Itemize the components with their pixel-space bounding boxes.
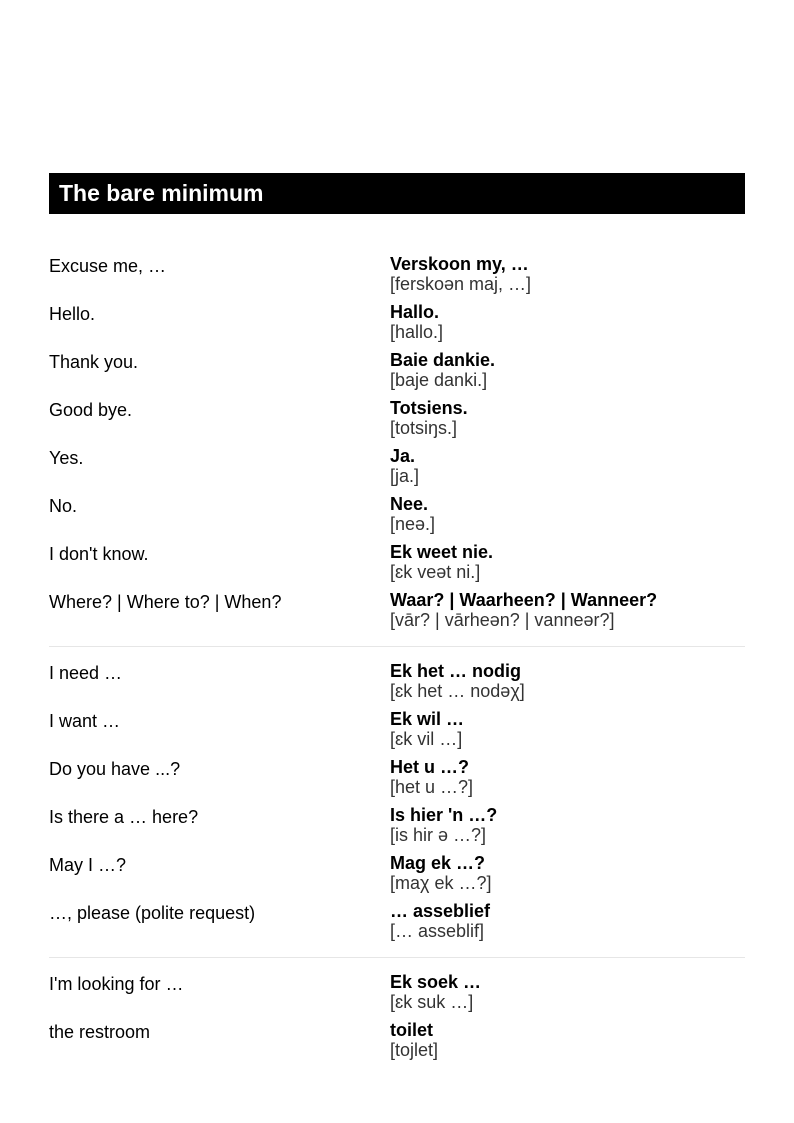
translation — [390, 661, 745, 709]
english-text: Where? | Where to? | When? — [49, 592, 282, 612]
afrikaans-phrase: toilet — [390, 1020, 433, 1040]
english-text: Good bye. — [49, 400, 133, 420]
translation — [390, 590, 745, 638]
english-text: Do you have ...? — [49, 759, 181, 779]
english-text: No. — [49, 496, 78, 516]
translation — [390, 757, 745, 805]
phrase-group-looking-for — [49, 957, 745, 1076]
translation — [390, 853, 745, 901]
phrase-row — [49, 1020, 745, 1068]
phrasebook-page — [49, 173, 745, 1076]
afrikaans-phrase: Is hier 'n …? — [390, 805, 498, 825]
pronunciation: [maχ ek …?] — [390, 873, 492, 893]
phrase-row — [49, 494, 745, 542]
phrase-row — [49, 901, 745, 949]
translation — [390, 350, 745, 398]
afrikaans-phrase: Waar? | Waarheen? | Wanneer? — [390, 590, 658, 610]
english-text: the restroom — [49, 1022, 151, 1042]
translation — [390, 901, 745, 949]
pronunciation: [hallo.] — [390, 322, 444, 342]
afrikaans-phrase: Verskoon my, … — [390, 254, 529, 274]
afrikaans-phrase: Totsiens. — [390, 398, 468, 418]
english-text: I'm looking for … — [49, 974, 184, 994]
english-text: I don't know. — [49, 544, 149, 564]
afrikaans-phrase: Baie dankie. — [390, 350, 496, 370]
pronunciation: [ɛk suk …] — [390, 992, 474, 1012]
translation — [390, 254, 745, 302]
translation — [390, 709, 745, 757]
english-text: Excuse me, … — [49, 256, 167, 276]
pronunciation: [… asseblif] — [390, 921, 485, 941]
afrikaans-phrase: Ek wil … — [390, 709, 465, 729]
phrase-row — [49, 853, 745, 901]
afrikaans-phrase: Ek het … nodig — [390, 661, 522, 681]
afrikaans-phrase: Ja. — [390, 446, 416, 466]
phrase-row — [49, 757, 745, 805]
english-text: …, please (polite request) — [49, 903, 256, 923]
afrikaans-phrase: Hallo. — [390, 302, 440, 322]
phrase-row — [49, 254, 745, 302]
section-title: The bare minimum — [59, 180, 264, 206]
pronunciation: [ja.] — [390, 466, 420, 486]
phrase-groups — [49, 254, 745, 1076]
section-header — [49, 173, 745, 214]
phrase-row — [49, 805, 745, 853]
phrase-row — [49, 446, 745, 494]
pronunciation: [neə.] — [390, 514, 436, 534]
phrase-group-requests — [49, 646, 745, 957]
afrikaans-phrase: Ek soek … — [390, 972, 482, 992]
english-text: Yes. — [49, 448, 84, 468]
pronunciation: [ɛk het … nodəχ] — [390, 681, 525, 701]
pronunciation: [vār? | vārheən? | vanneər?] — [390, 610, 615, 630]
afrikaans-phrase: Nee. — [390, 494, 429, 514]
phrase-row — [49, 350, 745, 398]
english-text: I want … — [49, 711, 121, 731]
pronunciation: [ɛk veət ni.] — [390, 562, 481, 582]
english-text: I need … — [49, 663, 123, 683]
translation — [390, 302, 745, 350]
phrase-row — [49, 398, 745, 446]
translation — [390, 398, 745, 446]
english-text: Hello. — [49, 304, 96, 324]
phrase-row — [49, 542, 745, 590]
translation — [390, 542, 745, 590]
english-text: Thank you. — [49, 352, 139, 372]
translation — [390, 446, 745, 494]
afrikaans-phrase: Het u …? — [390, 757, 469, 777]
afrikaans-phrase: Ek weet nie. — [390, 542, 494, 562]
phrase-row — [49, 302, 745, 350]
translation — [390, 805, 745, 853]
pronunciation: [ferskoən maj, …] — [390, 274, 532, 294]
english-text: May I …? — [49, 855, 127, 875]
phrase-row — [49, 709, 745, 757]
english-text: Is there a … here? — [49, 807, 199, 827]
pronunciation: [is hir ə …?] — [390, 825, 487, 845]
phrase-row — [49, 590, 745, 638]
translation — [390, 494, 745, 542]
pronunciation: [totsiŋs.] — [390, 418, 458, 438]
pronunciation: [het u …?] — [390, 777, 474, 797]
pronunciation: [baje danki.] — [390, 370, 488, 390]
pronunciation: [tojlet] — [390, 1040, 439, 1060]
phrase-group-basics — [49, 254, 745, 646]
translation — [390, 1020, 745, 1068]
translation — [390, 972, 745, 1020]
phrase-row — [49, 661, 745, 709]
afrikaans-phrase: … asseblief — [390, 901, 491, 921]
pronunciation: [ɛk vil …] — [390, 729, 463, 749]
phrase-row — [49, 972, 745, 1020]
afrikaans-phrase: Mag ek …? — [390, 853, 486, 873]
